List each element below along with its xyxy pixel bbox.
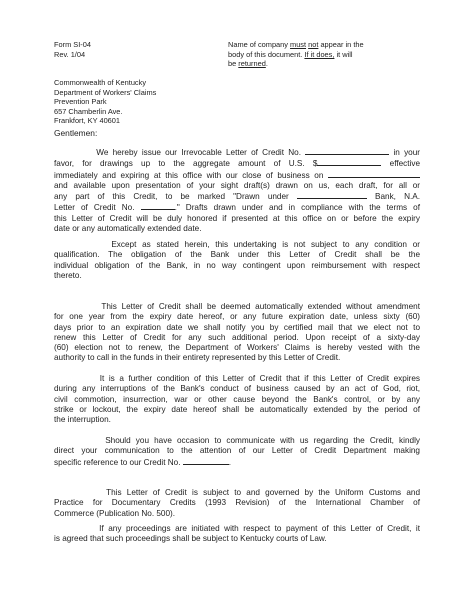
form-meta <box>54 40 91 59</box>
paragraph-text: ." Drafts drawn under and in compliance with the terms of <box>174 203 420 213</box>
company-note-if-does: If it does, <box>304 49 335 59</box>
paragraph-line <box>54 457 420 468</box>
company-note-text: it will <box>334 49 353 59</box>
paragraph-line <box>54 170 420 181</box>
paragraph-text: Except as stated herein, this undertaking is not subject to any condition or <box>111 240 421 249</box>
credit-number-blank-2 <box>141 202 175 210</box>
paragraph-line: date or any automatically extended date. <box>54 224 202 234</box>
paragraph-text: N.A. <box>404 192 421 202</box>
company-note-not: not <box>308 40 319 49</box>
company-note-must: must <box>290 40 307 49</box>
company-note-text: Name of company <box>228 40 291 49</box>
paragraph-line <box>54 147 420 158</box>
form-number: Form SI-04 <box>54 40 91 49</box>
paragraph-line: is agreed that such proceedings shall be subject to Kentucky courts of Law. <box>54 534 327 544</box>
credit-number-blank-3 <box>183 457 232 467</box>
company-note-text: . <box>265 59 268 69</box>
paragraph-text: favor, for drawings up to the aggregate amount of U.S. $ <box>54 159 318 169</box>
paragraph-line <box>54 524 420 534</box>
paragraph-line: authority to call in the funds in their entirety represented by this Letter of Credit. <box>54 353 341 363</box>
paragraph-text: . <box>228 457 232 467</box>
amount-blank <box>317 158 381 166</box>
paragraph-text: Letter of Credit No. <box>54 203 135 213</box>
address-line: Frankfort, KY 40601 <box>54 116 121 126</box>
paragraph-line: for one year from the expiry date hereof, or any future expiration date, unless sixty (60) <box>54 312 420 322</box>
company-note-returned: returned <box>238 59 266 69</box>
paragraph-line <box>54 302 420 312</box>
paragraph-text: your <box>404 148 420 157</box>
paragraph-line: direct your communication to the attention of our Letter of Credit Department making <box>54 446 420 456</box>
paragraph-text: effective <box>389 159 420 169</box>
company-note-line-3 <box>228 59 364 69</box>
paragraph-text: This Letter of Credit is subject to and governed by the Uniform Customs and <box>106 488 421 497</box>
address-line: Commonwealth of Kentucky <box>54 78 147 87</box>
company-note-text: be <box>228 59 239 69</box>
paragraph-text: This Letter of Credit shall be deemed automatically extended without amendment <box>101 302 420 311</box>
bank-name-blank <box>297 191 367 199</box>
paragraph-line <box>54 191 420 202</box>
paragraph-text: Should you have occasion to communicate with us regarding the Credit, kindly <box>105 436 420 445</box>
address-line: Prevention Park <box>54 97 107 107</box>
paragraph-line: thereto. <box>54 270 82 280</box>
paragraph-line: this Letter of Credit will be duly honored if presented at this office on or before the expiry <box>54 213 420 223</box>
company-note-line-2 <box>228 50 364 60</box>
paragraph-credit-issuance <box>54 147 420 234</box>
paragraph-line: (60) election not to renew, the Department of Workers' Claims is hereby vested with the <box>54 343 420 353</box>
company-note-line-1 <box>228 40 364 50</box>
paragraph-line <box>54 488 420 498</box>
paragraph-line <box>54 436 420 446</box>
form-revision: Rev. 1/04 <box>54 49 86 59</box>
paragraph-line: Commerce (Publication No. 500). <box>54 508 176 518</box>
address-line: 657 Chamberlin Ave. <box>54 106 123 116</box>
paragraph-text: It is a further condition of this Letter of Credit that if this Letter of Credit expires <box>99 374 421 383</box>
paragraph-text: any part of this Credit, to be marked "Drawn under <box>54 192 289 202</box>
paragraph-line <box>54 202 420 213</box>
paragraph-line <box>54 374 420 384</box>
paragraph-text: in <box>393 148 400 157</box>
paragraph-line: Practice for Documentary Credits (1993 Revision) of the International Chamber of <box>54 498 420 508</box>
paragraph-communication <box>54 436 420 468</box>
address-line: Department of Workers' Claims <box>54 87 157 97</box>
company-note <box>228 40 364 69</box>
recipient-address <box>54 78 156 126</box>
paragraph-line: days prior to an expiration date we shall notify you by certified mail that we elect not to <box>54 322 420 332</box>
paragraph-line <box>54 240 420 250</box>
paragraph-line: the interruption. <box>54 415 111 425</box>
paragraph-text: immediately and expiring at this office with our close of business on <box>54 170 324 180</box>
paragraph-jurisdiction <box>54 524 420 545</box>
paragraph-line: individual obligation of the Bank, in no way contingent upon reimbursement with respect <box>54 260 420 270</box>
paragraph-line: and available upon presentation of your sight draft(s) drawn on us, each draft, for all or <box>54 180 420 190</box>
paragraph-line: qualification. The obligation of the Bank under this Letter of Credit shall be the <box>54 250 420 260</box>
paragraph-governing-rules <box>54 488 420 519</box>
paragraph-interruption <box>54 374 420 425</box>
paragraph-line <box>54 158 420 169</box>
paragraph-undertaking <box>54 240 420 281</box>
paragraph-auto-extension <box>54 302 420 364</box>
paragraph-text: We hereby issue our Irrevocable Letter of Credit No. <box>96 148 301 157</box>
paragraph-line: during any interruptions of the Bank's conduct of business caused by an act of God, riot, <box>54 384 420 394</box>
paragraph-line: strike or lockout, the expiry date hereof shall be automatically extended by the period of <box>54 404 420 414</box>
paragraph-line: civil commotion, insurrection, war or other cause beyond the Bank's control, or by any <box>54 394 420 404</box>
expiry-date-blank <box>328 170 420 178</box>
credit-number-blank <box>305 147 389 155</box>
paragraph-line: renew this Letter of Credit for any such additional period. Upon receipt of a sixty-day <box>54 332 420 342</box>
paragraph-text: If any proceedings are initiated with respect to payment of this Letter of Credit, it <box>99 524 420 533</box>
paragraph-text: Bank, <box>375 192 396 202</box>
salutation: Gentlemen: <box>54 128 98 138</box>
company-note-text: appear in the <box>318 40 364 49</box>
paragraph-text: specific reference to our Credit No. <box>54 457 181 467</box>
company-note-text: body of this document. <box>228 49 305 59</box>
